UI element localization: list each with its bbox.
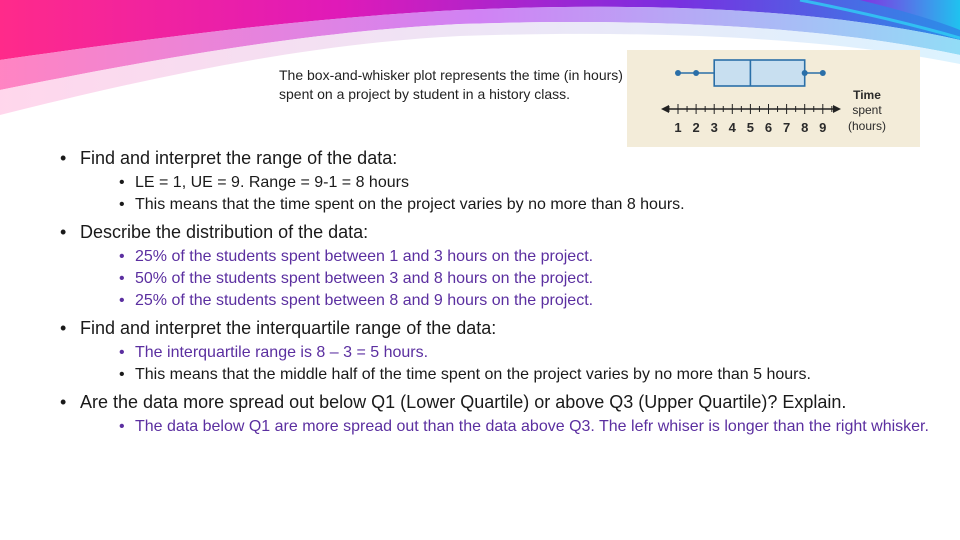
data-point bbox=[802, 70, 808, 76]
question-text: • Find and interpret the interquartile range of the data: bbox=[80, 318, 497, 338]
answer-item: • The data below Q1 are more spread out than the data above Q3. The lefr whiser is longer than the right whisker. bbox=[80, 418, 940, 436]
question-text: • Are the data more spread out below Q1 (Lower Quartile) or above Q3 (Upper Quartile)? Explain. bbox=[80, 392, 847, 412]
tick-label: 6 bbox=[764, 120, 773, 135]
question-text: • Find and interpret the range of the data: bbox=[80, 148, 398, 168]
data-point bbox=[693, 70, 699, 76]
question-item bbox=[60, 148, 940, 214]
axis-title-line: spent bbox=[852, 103, 882, 117]
tick-label: 2 bbox=[692, 120, 700, 135]
tick-label: 5 bbox=[746, 120, 755, 135]
box-plot-figure bbox=[627, 50, 920, 147]
question-item bbox=[60, 222, 940, 310]
tick-label: 4 bbox=[728, 120, 736, 135]
tick-label: 9 bbox=[819, 120, 827, 135]
answer-item: • This means that the middle half of the time spent on the project varies by no more than 5 hours. bbox=[80, 366, 940, 384]
answer-list bbox=[80, 248, 940, 310]
question-list bbox=[60, 148, 940, 444]
axis-title-line: (hours) bbox=[847, 119, 887, 133]
question-item bbox=[60, 318, 940, 384]
tick-label: 7 bbox=[782, 120, 791, 135]
answer-item: • This means that the time spent on the project varies by no more than 8 hours. bbox=[80, 196, 940, 214]
left-arrowhead bbox=[661, 105, 669, 113]
answer-item: • The interquartile range is 8 – 3 = 5 hours. bbox=[80, 344, 940, 362]
answer-item: • LE = 1, UE = 9. Range = 9-1 = 8 hours bbox=[80, 174, 940, 192]
answer-list bbox=[80, 418, 940, 436]
intro-text: The box-and-whisker plot represents the time (in hours) spent on a project by student in a history class. bbox=[279, 67, 623, 102]
tick-label: 8 bbox=[801, 120, 809, 135]
question-item bbox=[60, 392, 940, 436]
answer-item: • 50% of the students spent between 3 and 8 hours on the project. bbox=[80, 270, 940, 288]
answer-list bbox=[80, 344, 940, 384]
question-text: • Describe the distribution of the data: bbox=[80, 222, 369, 242]
right-arrowhead bbox=[833, 105, 841, 113]
answer-item: • 25% of the students spent between 8 and 9 hours on the project. bbox=[80, 292, 940, 310]
tick-label: 1 bbox=[674, 120, 682, 135]
box-plot-svg bbox=[627, 50, 920, 147]
data-point bbox=[820, 70, 826, 76]
axis-title-line: Time bbox=[853, 88, 881, 102]
answer-list bbox=[80, 174, 940, 214]
iqr-box bbox=[714, 60, 805, 86]
data-point bbox=[675, 70, 681, 76]
answer-item: • 25% of the students spent between 1 and 3 hours on the project. bbox=[80, 248, 940, 266]
tick-label: 3 bbox=[710, 120, 718, 135]
